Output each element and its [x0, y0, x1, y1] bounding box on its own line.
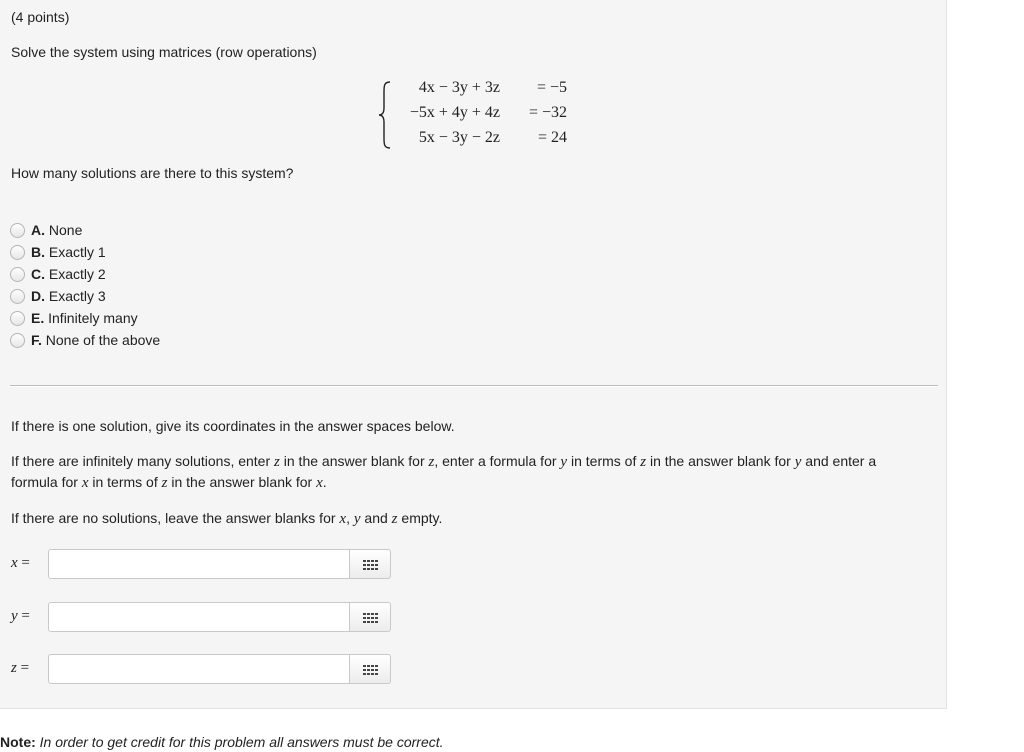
points-label: (4 points) — [11, 9, 70, 25]
math-var: y — [794, 454, 802, 470]
equation-3-lhs: 5x − 3y − 2z — [418, 129, 500, 146]
option-letter: A. — [31, 222, 45, 238]
section-divider — [10, 385, 938, 387]
instruction-infinite-line-2 — [11, 473, 327, 492]
option-letter: C. — [31, 266, 45, 282]
text-fragment: in the answer blank for — [167, 474, 317, 490]
radio-button[interactable] — [10, 289, 25, 304]
text-fragment: in terms of — [88, 474, 162, 490]
math-var: x — [81, 475, 89, 491]
radio-button[interactable] — [10, 333, 25, 348]
option-text: Infinitely many — [48, 310, 138, 326]
text-fragment: . — [322, 474, 327, 490]
question-text: How many solutions are there to this system? — [11, 165, 294, 181]
equation-2-lhs: −5x + 4y + 4z — [409, 104, 500, 121]
option-text: None — [48, 222, 83, 238]
option-text: Exactly 2 — [48, 266, 106, 282]
x-label: x = — [11, 555, 30, 571]
matrix-grid-icon — [363, 665, 378, 675]
instruction-one-solution: If there is one solution, give its coordinates in the answer spaces below. — [11, 418, 455, 434]
radio-button[interactable] — [10, 311, 25, 326]
y-label: y = — [11, 608, 30, 624]
option-letter: F. — [31, 332, 42, 348]
option-letter: B. — [31, 244, 45, 260]
problem-instruction: Solve the system using matrices (row operations) — [11, 44, 317, 60]
option-letter: E. — [31, 310, 45, 326]
text-fragment: formula for — [11, 474, 82, 490]
math-var: x — [339, 511, 347, 527]
math-var: z — [161, 475, 168, 491]
matrix-grid-icon — [363, 613, 378, 623]
equation-2-rhs: = −32 — [528, 104, 567, 121]
equation-3-rhs: = 24 — [537, 129, 567, 146]
math-var: z — [274, 454, 280, 470]
text-fragment: in the answer blank for — [279, 453, 429, 469]
z-answer-input[interactable] — [48, 654, 350, 684]
z-label: z = — [11, 660, 30, 676]
text-fragment: empty. — [397, 510, 443, 526]
option-text: Exactly 1 — [48, 244, 106, 260]
text-fragment: , — [346, 510, 354, 526]
y-matrix-button[interactable] — [350, 602, 391, 632]
option-text: Exactly 3 — [48, 288, 106, 304]
option-letter: D. — [31, 288, 45, 304]
text-fragment: and — [360, 510, 392, 526]
matrix-grid-icon — [363, 560, 378, 570]
y-answer-input[interactable] — [48, 602, 350, 632]
text-fragment: , enter a formula for — [434, 453, 561, 469]
text-fragment: in terms of — [567, 453, 641, 469]
radio-button[interactable] — [10, 223, 25, 238]
equation-1-rhs: = −5 — [536, 79, 567, 96]
math-var: z — [640, 454, 647, 470]
z-matrix-button[interactable] — [350, 654, 391, 684]
math-var: y — [560, 454, 568, 470]
text-fragment: If there are no solutions, leave the answer blanks for — [11, 510, 340, 526]
math-var: z — [428, 454, 435, 470]
option-text: None of the above — [45, 332, 161, 348]
x-matrix-button[interactable] — [350, 549, 391, 579]
text-fragment: If there are infinitely many solutions, enter — [11, 453, 275, 469]
math-var: y — [353, 511, 361, 527]
equation-1-lhs: 4x − 3y + 3z — [418, 79, 500, 96]
radio-button[interactable] — [10, 267, 25, 282]
math-var: x — [316, 475, 323, 491]
note-label: Note: — [0, 734, 36, 750]
x-answer-input[interactable] — [48, 549, 350, 579]
radio-button[interactable] — [10, 245, 25, 260]
math-var: z — [391, 511, 398, 527]
instruction-no-solution — [11, 509, 442, 528]
note-text: In order to get credit for this problem all answers must be correct. — [35, 734, 444, 750]
note — [0, 733, 444, 751]
text-fragment: in the answer blank for — [646, 453, 795, 469]
text-fragment: and enter a — [801, 453, 877, 469]
instruction-infinite-line-1 — [11, 452, 876, 471]
